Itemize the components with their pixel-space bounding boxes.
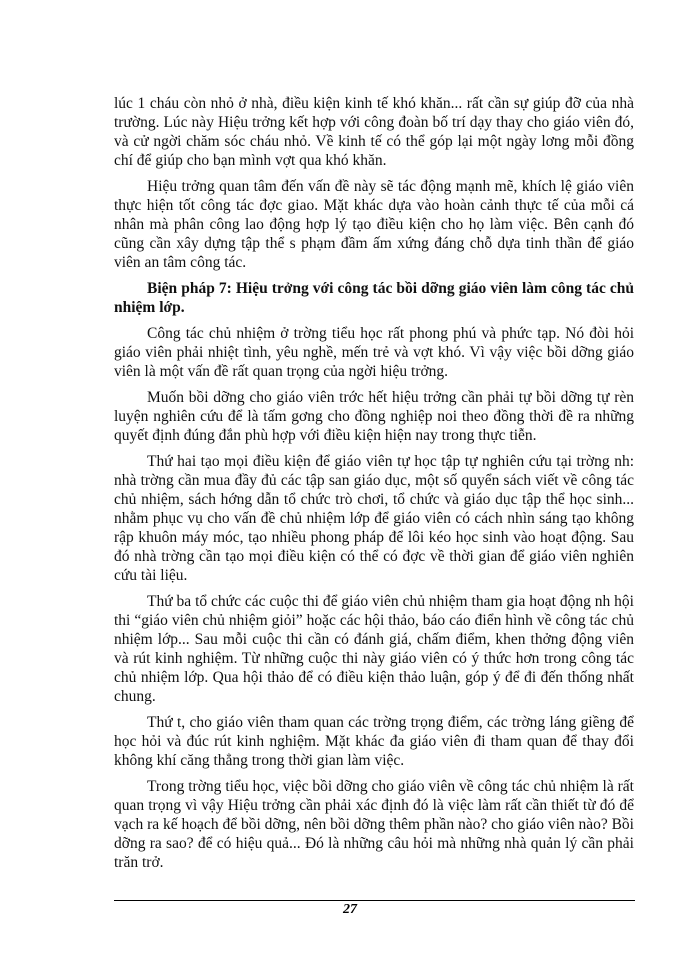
paragraph-homeroom-work: Công tác chủ nhiệm ở trờng tiểu học rất phong phú và phức tạp. Nó đòi hỏi giáo viên phải nhiệt tình, yêu nghề, mến trẻ và vợt khó. Vì vậy việc bồi dỡng giáo viên là một vấn đề rất quan trọng của ngời hiệu trởng.	[114, 325, 634, 380]
page-number: 27	[343, 902, 357, 917]
paragraph-fourth-visits: Thứ t, cho giáo viên tham quan các trờng trọng điểm, các trờng láng giềng để học hỏi và đúc rút kinh nghiệm. Mặt khác đa giáo viên đi tham quan để thay đổi không khí căng thẳng trong thời gian làm việc.	[114, 714, 634, 769]
document-body	[114, 94, 634, 879]
paragraph-continuation: lúc 1 cháu còn nhỏ ở nhà, điều kiện kinh tế khó khăn... rất cần sự giúp đỡ của nhà trường. Lúc này Hiệu trởng kết hợp với công đoàn bố trí dạy thay cho giáo viên đó, và cử ngời chăm sóc cháu nhỏ. Về kinh tế có thể góp lại một ngày lơng mỗi đồng chí để giúp cho bạn mình vợt qua khó khăn.	[114, 95, 634, 169]
paragraph-conclusion: Trong trờng tiểu học, việc bồi dỡng cho giáo viên về công tác chủ nhiệm là rất quan trọng vì vậy Hiệu trởng cần phải xác định đó là việc làm rất cần thiết từ đó để vạch ra kế hoạch để bồi dỡng, nên bồi dỡng thêm phần nào? cho giáo viên nào? Bồi dỡng ra sao? để có hiệu quả... Đó là những câu hỏi mà những nhà quản lý cần phải trăn trở.	[114, 778, 634, 871]
section-heading-measure-7: Biện pháp 7: Hiệu trởng với công tác bồi dỡng giáo viên làm công tác chủ nhiệm lớp.	[114, 280, 634, 316]
paragraph-principal-attention: Hiệu trởng quan tâm đến vấn đề này sẽ tác động mạnh mẽ, khích lệ giáo viên thực hiện tốt công tác đợc giao. Mặt khác dựa vào hoàn cảnh thực tế của mỗi cá nhân mà phân công lao động hợp lý tạo điều kiện cho họ làm việc. Bên cạnh đó cũng cần xây dựng tập thể s phạm đầm ấm xứng đáng chỗ dựa tinh thần để giáo viên an tâm công tác.	[114, 178, 634, 271]
paragraph-self-training: Muốn bồi dỡng cho giáo viên trớc hết hiệu trởng cần phải tự bồi dỡng tự rèn luyện nghiên cứu để là tấm gơng cho đồng nghiệp noi theo đồng thời đề ra những quyết định đúng đắn phù hợp với điều kiện hiện nay trong thực tiễn.	[114, 389, 634, 444]
paragraph-second-self-study: Thứ hai tạo mọi điều kiện để giáo viên tự học tập tự nghiên cứu tại trờng nh: nhà trờng cần mua đầy đủ các tập san giáo dục, một số quyển sách viết về công tác chủ nhiệm, sách hớng dẫn tổ chức trò chơi, tổ chức và giáo dục tập thể học sinh... nhằm phục vụ cho vấn đề chủ nhiệm lớp để giáo viên có cách nhìn sáng tạo không rập khuôn máy móc, tạo nhiều phong pháp để lôi kéo học sinh vào hoạt động. Sau đó nhà trờng cần tạo mọi điều kiện có thể có đợc về thời gian để giáo viên nghiên cứu tài liệu.	[114, 453, 634, 584]
paragraph-third-competitions: Thứ ba tổ chức các cuộc thi để giáo viên chủ nhiệm tham gia hoạt động nh hội thi “giáo viên chủ nhiệm giỏi” hoặc các hội thảo, báo cáo điển hình về công tác chủ nhiệm lớp... Sau mỗi cuộc thi cần có đánh giá, chấm điểm, khen thởng động viên và rút kinh nghiệm. Từ những cuộc thi này giáo viên có ý thức hơn trong công tác chủ nhiệm lớp. Qua hội thảo để có điều kiện thảo luận, góp ý để đi đến thống nhất chung.	[114, 593, 634, 705]
footer-divider	[114, 900, 635, 901]
